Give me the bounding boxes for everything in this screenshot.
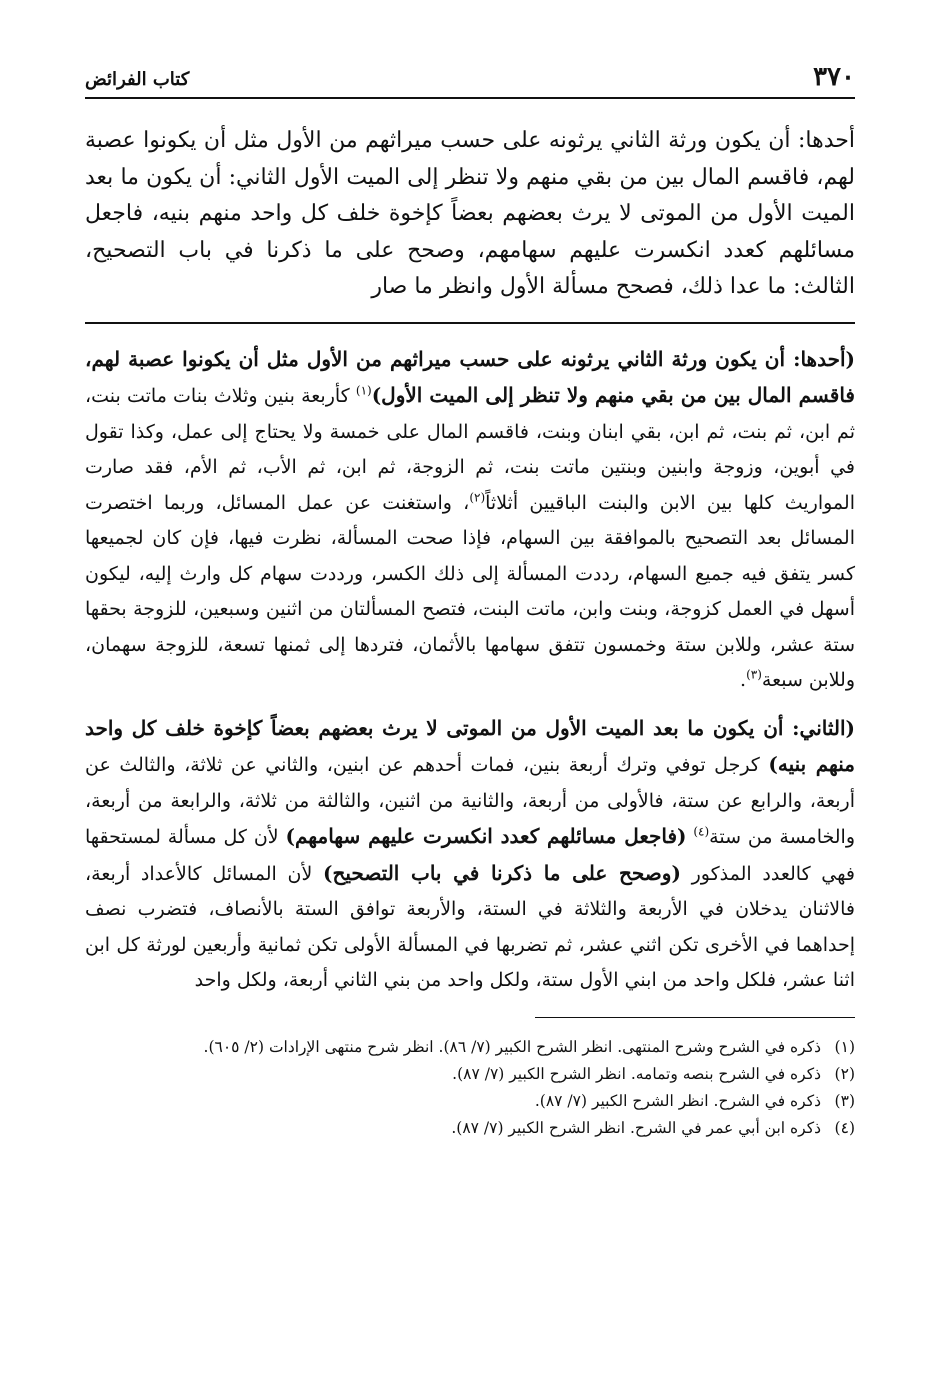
sharh-text: ، واستغنت عن عمل المسائل، وربما اختصرت المسائل بعد التصحيح بالموافقة بين السهام، فإذا صحت المسألة، نظرت فيها، فإن كان لجميعها كسر يتفق فيه جميع السهام، رددت المسألة إلى ذلك الكسر، ورددت سهام كل وارث إليه، ليكون أسهل في العمل كزوجة، وبنت وابن، ماتت البنت، فتصح المسألتان من اثنين وسبعين، للزوجة بحقها ستة عشر، وللابن ستة وخمسون تتفق سهامها بالأثمان، فتردها إلى ثمنها تسعة، للزوجة سهمان، وللابن سبعة [85,491,855,691]
footnote-item [85,1088,855,1115]
footnote-ref-3[interactable]: (٣) [746,667,762,682]
sharh-paragraph-2 [85,711,855,999]
footnote-number: (٤) [834,1118,855,1137]
footnote-text: ذكره في الشرح. انظر الشرح الكبير (٧/ ٨٧). [534,1091,821,1110]
footnote-item [85,1034,855,1061]
sharh-text: كأربعة بنين وثلاث بنات ماتت بنت، ثم ابن، ثم بنت، ثم ابن، بقي ابنان وبنت، فاقسم المال على خمسة ولا يحتاج إلى عمل، وكذا تقول في أبوين، وزوجة وابنين وبنتين ماتت بنت، ثم الزوجة، ثم ابن، ثم الأب، ثم الأم، فقد صارت المواريث كلها بين الابن والبنت الباقيين أثلاثاً [85,385,855,514]
quoted-matn: (وصحح على ما ذكرنا في باب التصحيح) [323,860,681,885]
footnotes [85,1034,855,1142]
footnote-item [85,1115,855,1142]
quoted-matn: (أحدها: أن يكون ورثة الثاني يرثونه على حسب ميراثهم من الأول مثل أن يكونوا عصبة لهم، فاقسم المال بين من بقي منهم ولا تنظر إلى الميت الأول) [85,346,855,407]
matn-divider [85,322,855,324]
sharh-section [85,342,855,999]
footnote-item [85,1061,855,1088]
book-page [85,55,855,1345]
footnote-ref-4[interactable]: (٤) [693,824,710,839]
quoted-matn: (الثاني: أن يكون ما بعد الميت الأول من الموتى لا يرث بعضهم بعضاً كإخوة خلف كل واحد منهم بنيه) [85,715,856,776]
sharh-text: لأن كل مسألة لمستحقها فهي كالعدد المذكور [85,826,855,885]
footnote-ref-1[interactable]: (١) [355,383,372,398]
sharh-text: لأن المسائل كالأعداد أربعة، فالاثنان يدخلان في الأربعة والثلاثة في الستة، والأربعة توافق الستة بالأنصاف، فتضرب نصف إحداهما في الأخرى تكن اثني عشر، ثم تضربها في المسألة الأولى تكن ثمانية وأربعين لورثة كل ابن اثنا عشر، فلكل واحد من ابني الأول ستة، ولكل واحد من بني الثاني أربعة، ولكل واحد [85,862,855,991]
page-header [85,55,855,99]
sharh-text: . [740,669,747,691]
footnote-rule [535,1017,855,1018]
book-title: كتاب الفرائض [85,69,190,90]
page-number: ٣٧٠ [813,62,855,92]
footnote-text: ذكره في الشرح بنصه وتمامه. انظر الشرح الكبير (٧/ ٨٧). [452,1064,821,1083]
footnote-ref-2[interactable]: (٢) [469,490,486,505]
matn-text: أحدها: أن يكون ورثة الثاني يرثونه على حسب ميراثهم من الأول مثل أن يكونوا عصبة لهم، فاقسم المال بين من بقي منهم ولا تنظر إلى الميت الأول الثاني: أن يكون ما بعد الميت الأول من الموتى لا يرث بعضهم بعضاً كإخوة خلف كل واحد منهم بنيه، فاجعل مسائلهم كعدد انكسرت عليهم سهامهم، وصحح على ما ذكرنا في باب التصحيح، الثالث: ما عدا ذلك، فصحح مسألة الأول وانظر ما صار [85,128,855,299]
sharh-paragraph-1 [85,342,855,699]
footnote-number: (٣) [834,1091,855,1110]
footnote-text: ذكره في الشرح وشرح المنتهى. انظر الشرح الكبير (٧/ ٨٦). انظر شرح منتهى الإرادات (٢/ ٦٠٥). [203,1037,821,1056]
quoted-matn: (فاجعل مسائلهم كعدد انكسرت عليهم سهامهم) [285,824,687,848]
footnote-number: (١) [834,1037,855,1056]
sharh-text: كرجل توفي وترك أربعة بنين، فمات أحدهم عن ابنين، والثاني عن ثلاثة، والثالث عن أربعة، والرابع عن ستة، فالأولى من أربعة، والثانية من اثنين، والثالثة من ثلاثة، والرابعة من أربعة، والخامسة من ستة [85,754,856,848]
footnote-text: ذكره ابن أبي عمر في الشرح. انظر الشرح الكبير (٧/ ٨٧). [451,1118,821,1137]
footnote-number: (٢) [834,1064,855,1083]
